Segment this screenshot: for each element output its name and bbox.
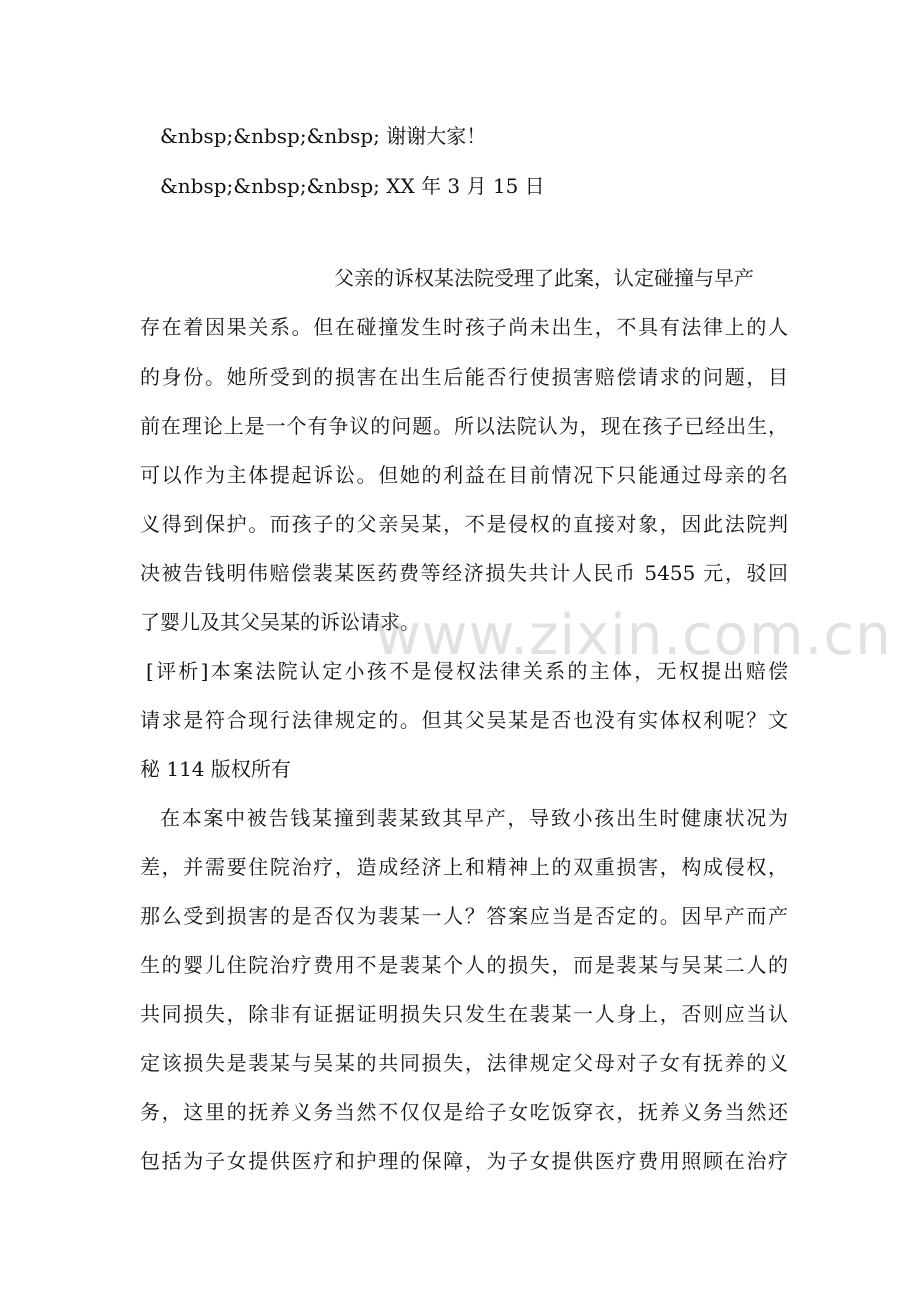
paragraph-line: 存在着因果关系。但在碰撞发生时孩子尚未出生，不具有法律上的人 — [140, 315, 788, 339]
paragraph-line: 那么受到损害的是否仅为裴某一人？答案应当是否定的。因早产而产 — [140, 904, 788, 928]
paragraph-line: 在本案中被告钱某撞到裴某致其早产，导致小孩出生时健康状况为 — [160, 806, 788, 830]
paragraph-line: 务，这里的抚养义务当然不仅仅是给子女吃饭穿衣，抚养义务当然还 — [140, 1100, 788, 1124]
closing-date: &nbsp;&nbsp;&nbsp; XX 年 3 月 15 日 — [160, 174, 545, 198]
paragraph-line: 差，并需要住院治疗，造成经济上和精神上的双重损害，构成侵权， — [140, 855, 788, 879]
paragraph-line: 请求是符合现行法律规定的。但其父吴某是否也没有实体权利呢？文 — [140, 708, 788, 732]
paragraph-line: 包括为子女提供医疗和护理的保障，为子女提供医疗费用照顾在治疗 — [140, 1149, 788, 1173]
closing-thanks: &nbsp;&nbsp;&nbsp; 谢谢大家！ — [160, 124, 487, 148]
paragraph-line: 决被告钱明伟赔偿裴某医药费等经济损失共计人民币 5455 元，驳回 — [140, 561, 788, 585]
paragraph-line: 父亲的诉权某法院受理了此案，认定碰撞与早产 — [334, 266, 754, 290]
paragraph-line: 了婴儿及其父吴某的诉讼请求。 — [140, 610, 420, 634]
paragraph-line: [评析]本案法院认定小孩不是侵权法律关系的主体，无权提出赔偿 — [146, 659, 788, 683]
paragraph-line: 定该损失是裴某与吴某的共同损失，法律规定父母对子女有抚养的义 — [140, 1051, 788, 1075]
paragraph-line: 可以作为主体提起诉讼。但她的利益在目前情况下只能通过母亲的名 — [140, 463, 788, 487]
paragraph-line: 共同损失，除非有证据证明损失只发生在裴某一人身上，否则应当认 — [140, 1002, 788, 1026]
paragraph-line: 生的婴儿住院治疗费用不是裴某个人的损失，而是裴某与吴某二人的 — [140, 953, 788, 977]
paragraph-line: 秘 114 版权所有 — [140, 757, 291, 781]
paragraph-line: 义得到保护。而孩子的父亲吴某，不是侵权的直接对象，因此法院判 — [140, 512, 788, 536]
watermark: www.zixin.com.cn — [375, 603, 892, 668]
paragraph-line: 前在理论上是一个有争议的问题。所以法院认为，现在孩子已经出生， — [140, 414, 788, 438]
paragraph-line: 的身份。她所受到的损害在出生后能否行使损害赔偿请求的问题，目 — [140, 365, 788, 389]
